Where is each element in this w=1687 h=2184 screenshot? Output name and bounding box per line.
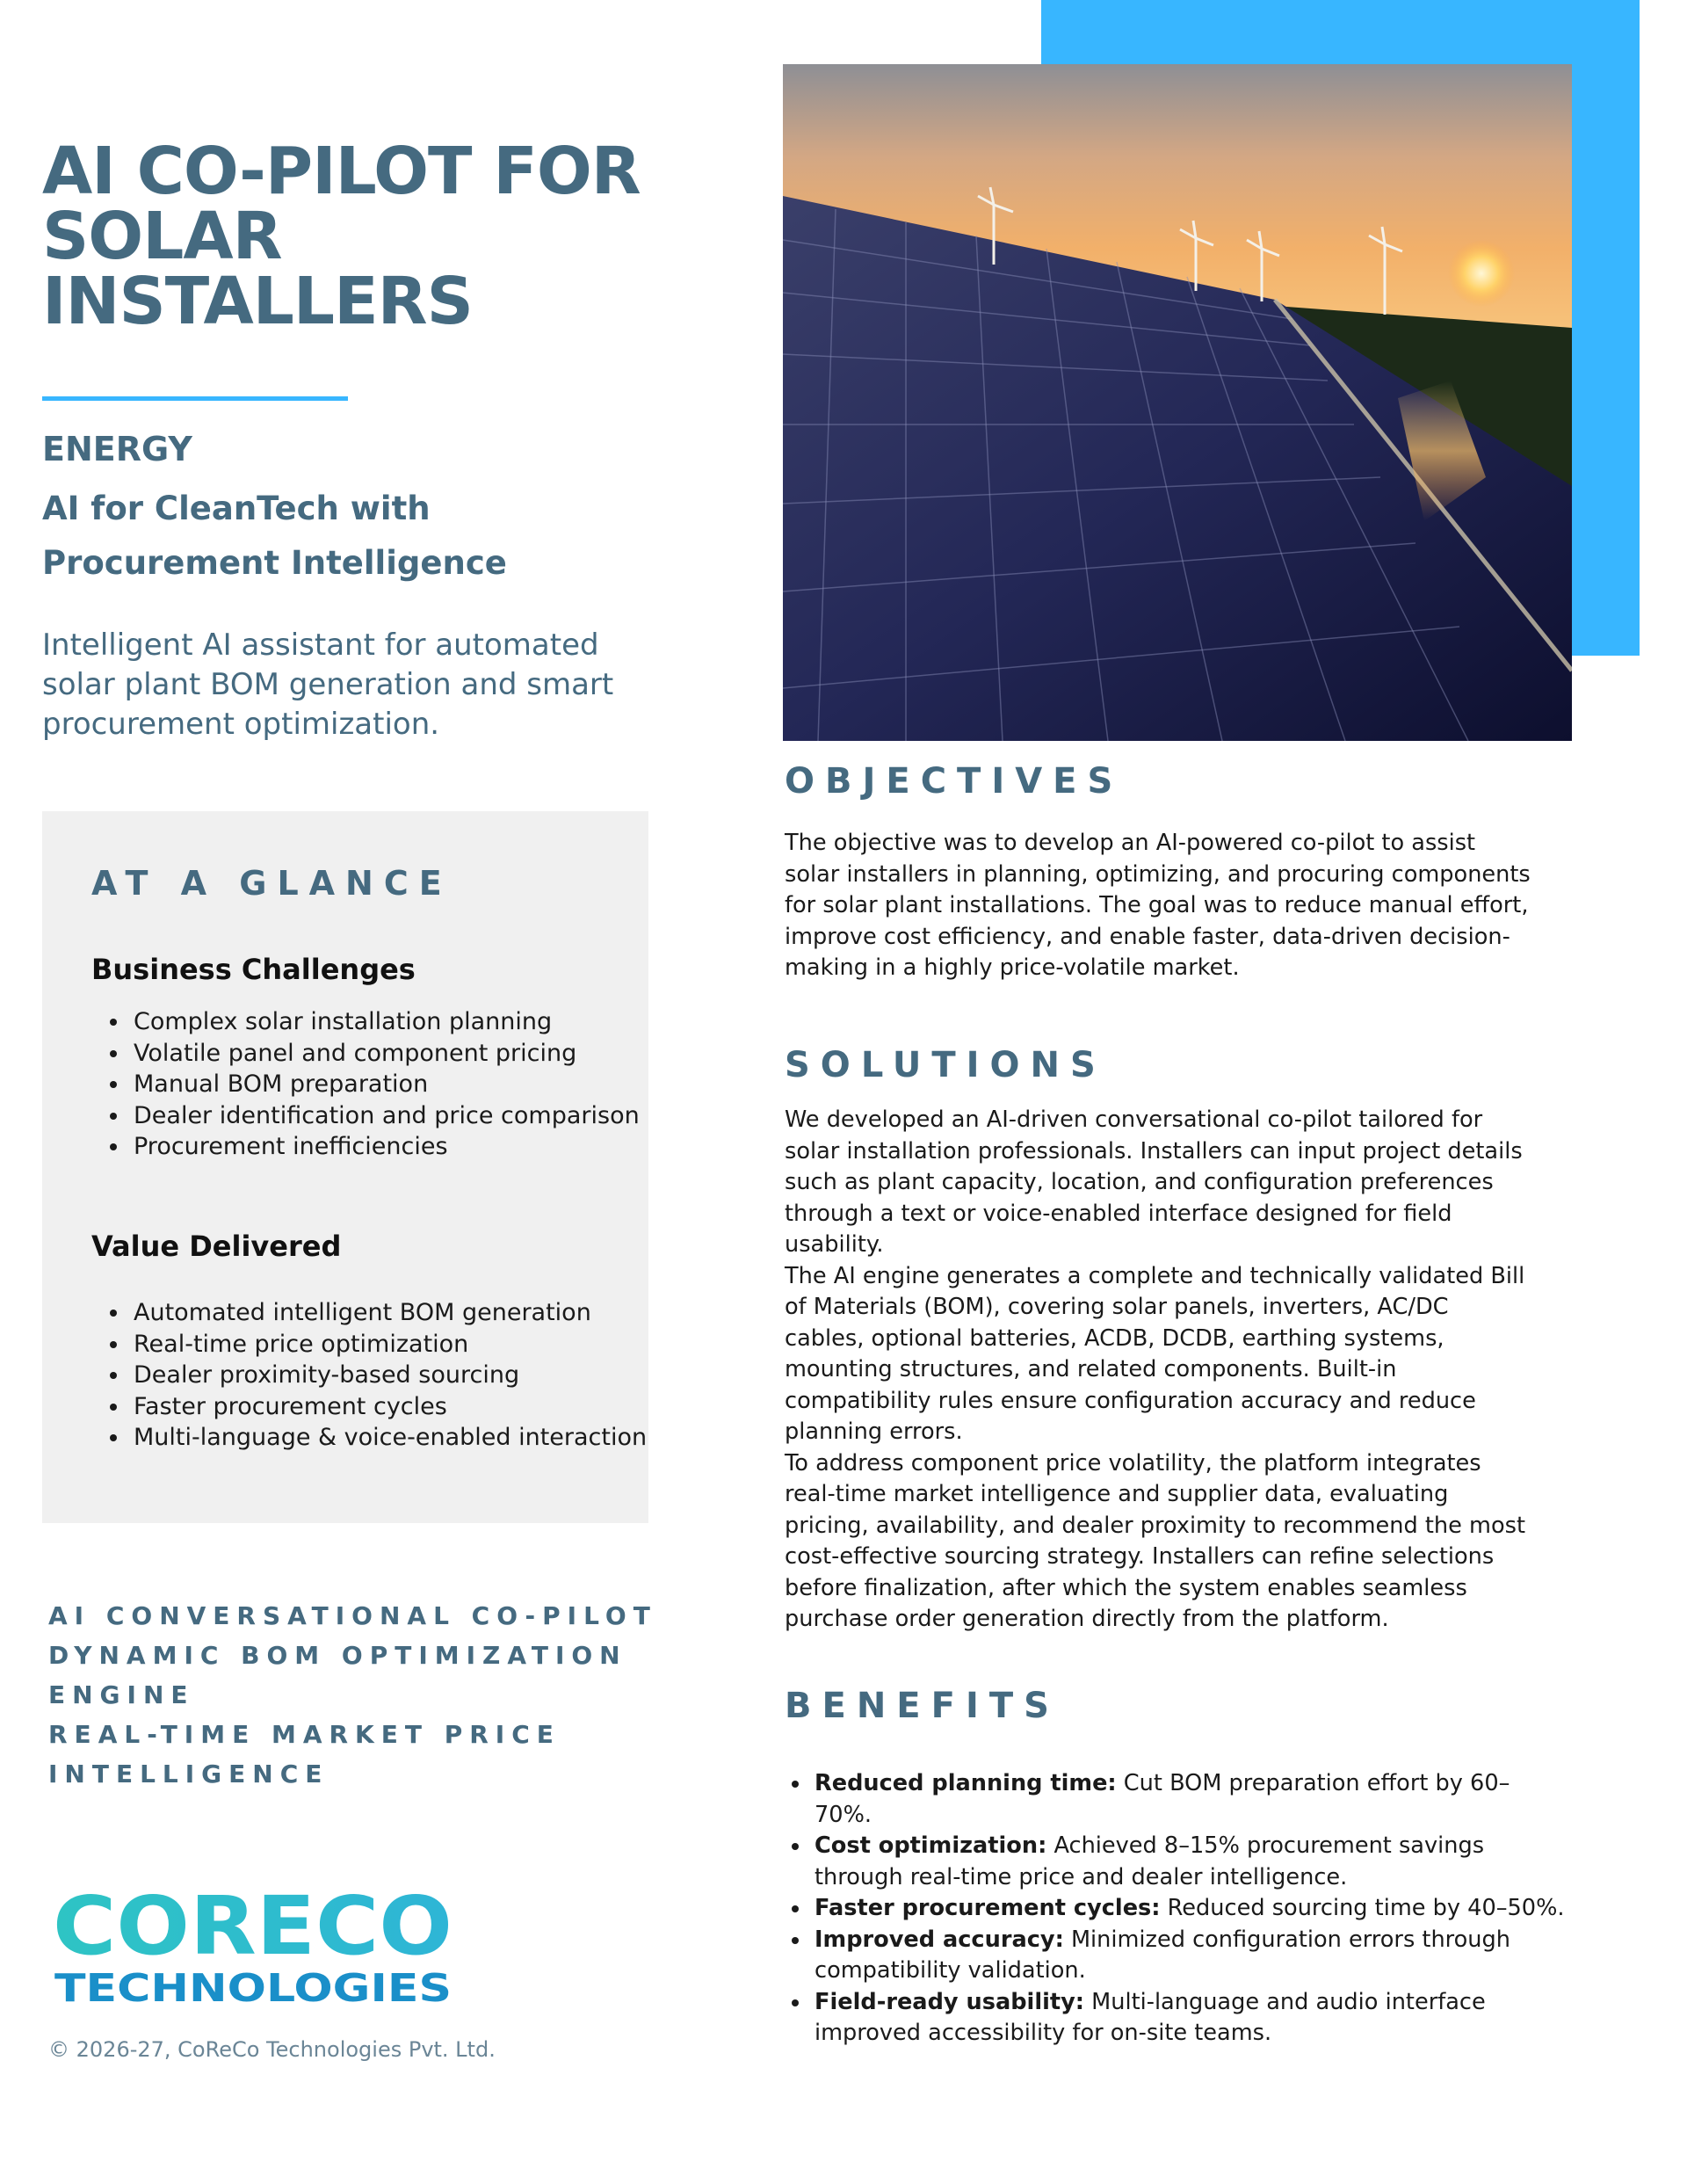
solutions-text — [785, 1105, 1531, 1636]
subtitle: AI for CleanTech with Procurement Intelligence — [42, 490, 507, 582]
objectives-title: OBJECTIVES — [785, 761, 1124, 802]
list-item: • Real-time price optimization — [130, 1329, 657, 1360]
intro-text: Intelligent AI assistant for automated solar plant BOM generation and smart procurement optimization. — [42, 628, 614, 742]
at-a-glance-panel — [42, 811, 648, 1523]
glance-title: AT A GLANCE — [91, 864, 453, 903]
feature-list — [48, 1596, 663, 1794]
benefit-item — [811, 1831, 1567, 1893]
value-heading: Value Delivered — [91, 1230, 342, 1263]
list-item: • Manual BOM preparation — [130, 1069, 657, 1100]
copyright: © 2026-27, CoReCo Technologies Pvt. Ltd. — [48, 2037, 496, 2062]
benefit-label: Cost optimization: — [815, 1832, 1047, 1859]
challenges-list — [91, 1006, 657, 1163]
benefit-item — [811, 1768, 1567, 1831]
solar-farm-photo — [783, 64, 1572, 741]
benefits-list — [785, 1768, 1567, 2050]
solar-panels-sunset-image — [783, 64, 1572, 741]
feature-item: REAL-TIME MARKET PRICE INTELLIGENCE — [48, 1720, 561, 1789]
list-item: • Complex solar installation planning — [130, 1006, 657, 1038]
benefit-text: Reduced sourcing time by 40–50%. — [1160, 1895, 1565, 1921]
benefit-label: Improved accuracy: — [815, 1926, 1064, 1953]
benefit-text: Multi-language and audio interface improved accessibility for on-site teams. — [815, 1988, 1486, 2046]
benefit-label: Field-ready usability: — [815, 1988, 1085, 2015]
list-item: • Automated intelligent BOM generation — [130, 1297, 657, 1329]
logo-line1: CORECO — [53, 1885, 453, 1973]
list-item: • Faster procurement cycles — [130, 1391, 657, 1423]
benefit-label: Faster procurement cycles: — [815, 1895, 1161, 1921]
feature-item: AI CONVERSATIONAL CO-PILOT — [48, 1601, 657, 1630]
list-item: • Volatile panel and component pricing — [130, 1038, 657, 1070]
benefit-label: Reduced planning time: — [815, 1770, 1117, 1796]
solutions-paragraph: The AI engine generates a complete and technically validated Bill of Materials (BOM), covering solar panels, inverters, AC/DC cables, optional batteries, ACDB, DCDB, earthing systems, mounting structures, and related components. Built-in compatibility rules ensure configuration accuracy and reduce planning errors. — [785, 1262, 1525, 1445]
solutions-paragraph: We developed an AI-driven conversational co-pilot tailored for solar installation professionals. Installers can input project details such as plant capacity, location, and configuration preferences through a text or voice-enabled interface designed for field usability. — [785, 1107, 1523, 1258]
benefits-title: BENEFITS — [785, 1686, 1060, 1726]
page-title: AI CO-PILOT FOR SOLAR INSTALLERS — [42, 134, 641, 339]
benefit-item — [811, 1893, 1567, 1925]
value-list — [91, 1297, 657, 1454]
coreco-logo — [53, 1885, 457, 2017]
list-item: • Dealer identification and price comparison — [130, 1100, 657, 1132]
logo-line2: TECHNOLOGIES — [54, 1966, 452, 2011]
feature-item: DYNAMIC BOM OPTIMIZATION ENGINE — [48, 1641, 627, 1709]
challenges-heading: Business Challenges — [91, 953, 416, 986]
list-item: • Procurement inefficiencies — [130, 1131, 657, 1163]
solutions-paragraph: To address component price volatility, the platform integrates real-time market intelligence and supplier data, evaluating pricing, availability, and dealer proximity to recommend the most cost-effective sourcing strategy. Installers can refine selections before finalization, after which the system enables seamless purchase order generation directly from the platform. — [785, 1449, 1525, 1632]
objectives-text: The objective was to develop an AI-powered co-pilot to assist solar installers in planning, optimizing, and procuring components for solar plant installations. The goal was to reduce manual effort, improve cost efficiency, and enable faster, data-driven decision-making in a highly price-volatile market. — [785, 830, 1531, 981]
title-divider — [42, 396, 348, 401]
solutions-title: SOLUTIONS — [785, 1045, 1106, 1085]
benefit-text: Minimized configuration errors through compatibility validation. — [815, 1926, 1510, 1984]
list-item: • Dealer proximity-based sourcing — [130, 1360, 657, 1391]
benefit-text: Achieved 8–15% procurement savings through real-time price and dealer intelligence. — [815, 1832, 1485, 1890]
benefit-text: Cut BOM preparation effort by 60–70%. — [815, 1770, 1510, 1828]
sector-label: ENERGY — [42, 430, 192, 468]
benefit-item — [811, 1987, 1567, 2050]
benefit-item — [811, 1925, 1567, 1987]
list-item: • Multi-language & voice-enabled interaction — [130, 1422, 657, 1454]
